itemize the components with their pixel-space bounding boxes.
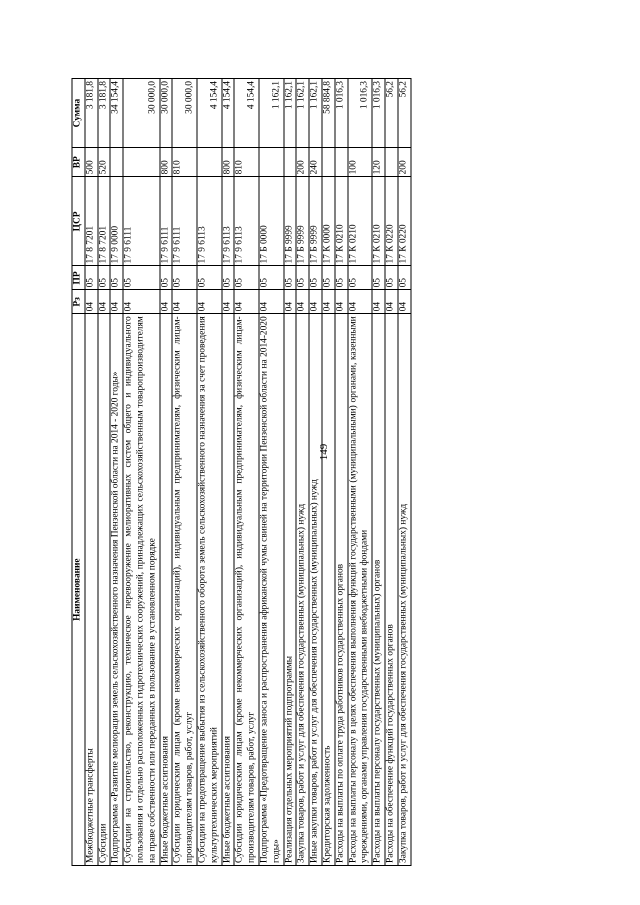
cell-vr: 800 — [160, 148, 173, 177]
cell-sum: 56,2 — [385, 79, 398, 148]
cell-name: Субсидии юридическим лицам (кроме некоммерческих организаций), индивидуальным предпринимателям, физическим лицам-производителям товаров, работ, услуг — [172, 314, 197, 866]
cell-vr: 200 — [296, 148, 309, 177]
cell-csr: 17 Б 9999 — [296, 177, 309, 266]
cell-pr: 05 — [110, 266, 123, 290]
cell-pr: 05 — [85, 266, 98, 290]
cell-csr: 17 Б 9999 — [309, 177, 322, 266]
cell-pr: 05 — [385, 266, 398, 290]
cell-pr: 05 — [284, 266, 297, 290]
cell-pr: 05 — [259, 266, 284, 290]
header-name: Наименование — [72, 314, 85, 866]
cell-rz: 04 — [110, 290, 123, 314]
cell-vr: 240 — [309, 148, 322, 177]
cell-rz: 04 — [85, 290, 98, 314]
cell-name: Подпрограмма «Развитие мелиорации земель сельскохозяйственного назначения Пензенской области на 2014 - 2020 годы» — [110, 314, 123, 866]
cell-vr — [197, 148, 222, 177]
cell-vr: 810 — [172, 148, 197, 177]
cell-name: Межбюджетные трансферты — [85, 314, 98, 866]
cell-csr: 17 К 0220 — [398, 177, 411, 266]
cell-rz: 04 — [222, 290, 235, 314]
table-row — [385, 79, 398, 866]
cell-sum: 1 162,1 — [284, 79, 297, 148]
cell-name: Подпрограмма «Предотвращение заноса и распространения африканской чумы свиней на территории Пензенской области на 2014-2020 годы» — [259, 314, 284, 866]
cell-name: Реализация отдельных мероприятий подпрограммы — [284, 314, 297, 866]
header-csr: ЦСР — [72, 177, 85, 266]
cell-csr: 17 К 0220 — [385, 177, 398, 266]
cell-rz: 04 — [385, 290, 398, 314]
cell-pr: 05 — [372, 266, 385, 290]
cell-csr: 17 8 7201 — [98, 177, 111, 266]
cell-vr — [385, 148, 398, 177]
cell-sum: 1 162,1 — [259, 79, 284, 148]
table-row — [309, 79, 322, 866]
cell-pr: 05 — [234, 266, 259, 290]
cell-name: Иные бюджетные ассигнования — [160, 314, 173, 866]
cell-sum: 58 884,8 — [322, 79, 335, 148]
cell-csr: 17 9 6111 — [172, 177, 197, 266]
table-row — [335, 79, 348, 866]
cell-csr: 17 9 6111 — [123, 177, 159, 266]
cell-csr: 17 9 6113 — [222, 177, 235, 266]
cell-name: Расходы на выплаты персоналу государственных (муниципальных) органов — [372, 314, 385, 866]
cell-pr: 05 — [398, 266, 411, 290]
cell-csr: 17 К 0210 — [372, 177, 385, 266]
cell-csr: 17 К 0000 — [322, 177, 335, 266]
cell-sum: 1 016,3 — [335, 79, 348, 148]
header-pr: ПР — [72, 266, 85, 290]
cell-vr: 500 — [85, 148, 98, 177]
table-row — [85, 79, 98, 866]
cell-csr: 17 9 0000 — [110, 177, 123, 266]
header-rz: Рз — [72, 290, 85, 314]
table-row — [172, 79, 197, 866]
cell-sum: 56,2 — [398, 79, 411, 148]
cell-sum: 4 154,4 — [234, 79, 259, 148]
cell-vr: 800 — [222, 148, 235, 177]
cell-csr: 17 9 6113 — [234, 177, 259, 266]
cell-csr: 17 9 6113 — [197, 177, 222, 266]
cell-rz: 04 — [398, 290, 411, 314]
table-body — [85, 79, 411, 866]
cell-rz: 04 — [296, 290, 309, 314]
cell-sum: 3 181,8 — [85, 79, 98, 148]
cell-sum: 4 154,4 — [197, 79, 222, 148]
cell-rz: 04 — [259, 290, 284, 314]
cell-rz: 04 — [309, 290, 322, 314]
cell-vr: 810 — [234, 148, 259, 177]
cell-rz: 04 — [98, 290, 111, 314]
cell-name: Иные закупки товаров, работ и услуг для обеспечения государственных (муниципальных) нужд — [309, 314, 322, 866]
cell-sum: 4 154,4 — [222, 79, 235, 148]
table-row — [398, 79, 411, 866]
cell-sum: 30 000,0 — [123, 79, 159, 148]
cell-csr: 17 К 0210 — [348, 177, 373, 266]
cell-vr — [110, 148, 123, 177]
cell-name: Субсидии на строительство, реконструкцию, техническое перевооружение мелиоративных систем общего и индивидуального пользования и отдельно расположенных гидротехнических сооружений, принадлежащих сельскохозяйственным товаропроизводителям на праве собственности или переданных в пользование в установленном порядке — [123, 314, 159, 866]
cell-name: Субсидии юридическим лицам (кроме некоммерческих организаций), индивидуальным предпринимателям, физическим лицам-производителям товаров, работ, услуг — [234, 314, 259, 866]
cell-csr: 17 8 7201 — [85, 177, 98, 266]
cell-vr — [123, 148, 159, 177]
cell-rz: 04 — [234, 290, 259, 314]
cell-sum: 30 000,0 — [160, 79, 173, 148]
cell-pr: 05 — [296, 266, 309, 290]
table-row — [110, 79, 123, 866]
cell-vr — [284, 148, 297, 177]
cell-vr: 520 — [98, 148, 111, 177]
cell-sum: 30 000,0 — [172, 79, 197, 148]
cell-pr: 05 — [123, 266, 159, 290]
cell-name: Субсидии на предотвращение выбытия из сельскохозяйственного оборота земель сельскохозяйственного назначения за счет проведения культуртехнических мероприятий — [197, 314, 222, 866]
cell-vr — [259, 148, 284, 177]
cell-sum: 1 016,3 — [372, 79, 385, 148]
cell-name: Закупка товаров, работ и услуг для обеспечения государственных (муниципальных) нужд — [296, 314, 309, 866]
table-row — [322, 79, 335, 866]
table-header — [72, 79, 85, 866]
cell-pr: 05 — [322, 266, 335, 290]
cell-name: Расходы на выплаты персоналу в целях обеспечения выполнения функций государственными (муниципальными) органами, казенными учреждениями, органами управления государственными внебюджетными фондами — [348, 314, 373, 866]
cell-pr: 05 — [348, 266, 373, 290]
cell-pr: 05 — [309, 266, 322, 290]
table-row — [348, 79, 373, 866]
table-row — [98, 79, 111, 866]
header-row — [72, 79, 85, 866]
budget-table — [72, 78, 412, 866]
cell-vr — [335, 148, 348, 177]
table-row — [296, 79, 309, 866]
cell-name: Иные бюджетные ассигнования — [222, 314, 235, 866]
cell-pr: 05 — [335, 266, 348, 290]
cell-rz: 04 — [123, 290, 159, 314]
cell-rz: 04 — [335, 290, 348, 314]
cell-name: Расходы на обеспечение функций государственных органов — [385, 314, 398, 866]
table-row — [123, 79, 159, 866]
table-row — [372, 79, 385, 866]
cell-sum: 34 154,4 — [110, 79, 123, 148]
cell-pr: 05 — [172, 266, 197, 290]
page-number: 149 — [318, 443, 330, 461]
cell-csr: 17 К 0210 — [335, 177, 348, 266]
cell-vr: 120 — [372, 148, 385, 177]
cell-rz: 04 — [197, 290, 222, 314]
table-row — [284, 79, 297, 866]
cell-sum: 1 162,1 — [296, 79, 309, 148]
cell-pr: 05 — [98, 266, 111, 290]
cell-vr: 200 — [398, 148, 411, 177]
table-row — [222, 79, 235, 866]
cell-sum: 1 162,1 — [309, 79, 322, 148]
cell-sum: 3 181,8 — [98, 79, 111, 148]
cell-pr: 05 — [222, 266, 235, 290]
cell-pr: 05 — [160, 266, 173, 290]
table-row — [259, 79, 284, 866]
cell-rz: 04 — [322, 290, 335, 314]
table-row — [234, 79, 259, 866]
table-row — [160, 79, 173, 866]
cell-vr: 100 — [348, 148, 373, 177]
cell-name: Закупка товаров, работ и услуг для обеспечения государственных (муниципальных) нужд — [398, 314, 411, 866]
cell-rz: 04 — [284, 290, 297, 314]
header-sum: Сумма — [72, 79, 85, 148]
cell-rz: 04 — [372, 290, 385, 314]
header-vr: ВР — [72, 148, 85, 177]
budget-table-container — [72, 78, 543, 866]
cell-rz: 04 — [172, 290, 197, 314]
cell-name: Расходы на выплаты по оплате труда работников государственных органов — [335, 314, 348, 866]
cell-vr — [322, 148, 335, 177]
cell-name: Кредиторская задолженность — [322, 314, 335, 866]
table-row — [197, 79, 222, 866]
cell-sum: 1 016,3 — [348, 79, 373, 148]
cell-pr: 05 — [197, 266, 222, 290]
cell-rz: 04 — [160, 290, 173, 314]
cell-name: Субсидии — [98, 314, 111, 866]
cell-csr: 17 9 6111 — [160, 177, 173, 266]
cell-rz: 04 — [348, 290, 373, 314]
cell-csr: 17 Б 9999 — [284, 177, 297, 266]
cell-csr: 17 Б 0000 — [259, 177, 284, 266]
